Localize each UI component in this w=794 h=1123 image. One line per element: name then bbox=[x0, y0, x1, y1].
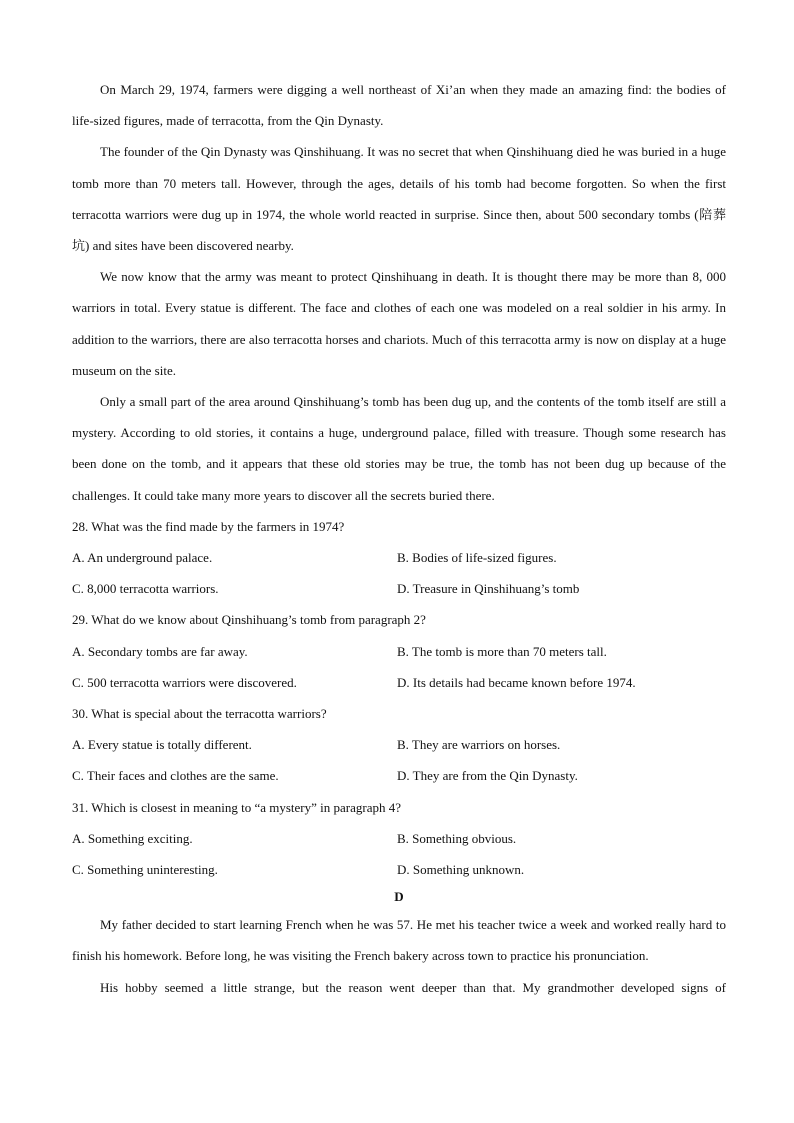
option-a: A. Something exciting. bbox=[72, 830, 193, 846]
option-a: A. An underground palace. bbox=[72, 550, 213, 566]
option-c: C. Their faces and clothes are the same. bbox=[72, 768, 279, 784]
passage-d-paragraph-1: My father decided to start learning French when he was 57. He met his teacher twice a week and worked really hard to finish his homework. Before long, he was visiting the French bakery across town to practice his pronunciation. bbox=[72, 917, 726, 964]
question-stem: 29. What do we know about Qinshihuang’s tomb from paragraph 2? bbox=[72, 612, 426, 628]
option-a: A. Every statue is totally different. bbox=[72, 737, 252, 753]
option-b: B. They are warriors on horses. bbox=[397, 737, 561, 753]
option-d: D. They are from the Qin Dynasty. bbox=[397, 768, 578, 784]
passage-paragraph-4: Only a small part of the area around Qinshihuang’s tomb has been dug up, and the contents of the tomb itself are still a mystery. According to old stories, it contains a huge, underground palace, filled with treasure. Though some research has been done on the tomb, and it appears that these old stories may be true, the tomb has not been dug up because of the challenges. It could take many more years to discover all the secrets buried there. bbox=[72, 394, 726, 503]
options-row bbox=[72, 636, 726, 667]
option-d: D. Its details had became known before 1974. bbox=[397, 674, 636, 690]
question-30 bbox=[72, 698, 726, 792]
option-b: B. Something obvious. bbox=[397, 830, 517, 846]
option-d: D. Something unknown. bbox=[397, 862, 525, 878]
options-row bbox=[72, 542, 726, 573]
option-a: A. Secondary tombs are far away. bbox=[72, 643, 248, 659]
passage-paragraph-2: The founder of the Qin Dynasty was Qinshihuang. It was no secret that when Qinshihuang died he was buried in a huge tomb more than 70 meters tall. However, through the ages, details of his tomb had become forgotten. So when the first terracotta warriors were dug up in 1974, the whole world reacted in surprise. Since then, about 500 secondary tombs (陪葬坑) and sites have been discovered nearby. bbox=[72, 144, 726, 254]
option-c: C. 8,000 terracotta warriors. bbox=[72, 581, 219, 597]
passage-paragraph-3: We now know that the army was meant to protect Qinshihuang in death. It is thought there may be more than 8, 000 warriors in total. Every statue is different. The face and clothes of each one was modeled on a real soldier in his army. In addition to the warriors, there are also terracotta horses and chariots. Much of this terracotta army is now on display at a huge museum on the site. bbox=[72, 269, 726, 378]
option-b: B. Bodies of life-sized figures. bbox=[397, 550, 557, 566]
option-c: C. Something uninteresting. bbox=[72, 862, 218, 878]
question-31 bbox=[72, 792, 726, 886]
document-page bbox=[72, 74, 726, 1003]
passage-d-paragraph-2: His hobby seemed a little strange, but the reason went deeper than that. My grandmother developed signs of bbox=[100, 979, 726, 995]
passage-paragraph-1: On March 29, 1974, farmers were digging a well northeast of Xi’an when they made an amazing find: the bodies of life-sized figures, made of terracotta, from the Qin Dynasty. bbox=[72, 82, 726, 129]
options-row bbox=[72, 667, 726, 698]
question-29 bbox=[72, 604, 726, 698]
question-28 bbox=[72, 511, 726, 605]
option-b: B. The tomb is more than 70 meters tall. bbox=[397, 643, 607, 659]
passage-c bbox=[72, 74, 726, 511]
option-c: C. 500 terracotta warriors were discovered. bbox=[72, 674, 297, 690]
option-d: D. Treasure in Qinshihuang’s tomb bbox=[397, 581, 580, 597]
options-row bbox=[72, 854, 726, 885]
options-row bbox=[72, 760, 726, 791]
options-row bbox=[72, 729, 726, 760]
question-stem: 28. What was the find made by the farmers in 1974? bbox=[72, 518, 345, 534]
options-row bbox=[72, 823, 726, 854]
question-stem: 31. Which is closest in meaning to “a mystery” in paragraph 4? bbox=[72, 799, 401, 815]
section-heading: D bbox=[394, 889, 404, 905]
question-stem: 30. What is special about the terracotta warriors? bbox=[72, 706, 327, 722]
options-row bbox=[72, 573, 726, 604]
passage-d bbox=[72, 909, 726, 1003]
